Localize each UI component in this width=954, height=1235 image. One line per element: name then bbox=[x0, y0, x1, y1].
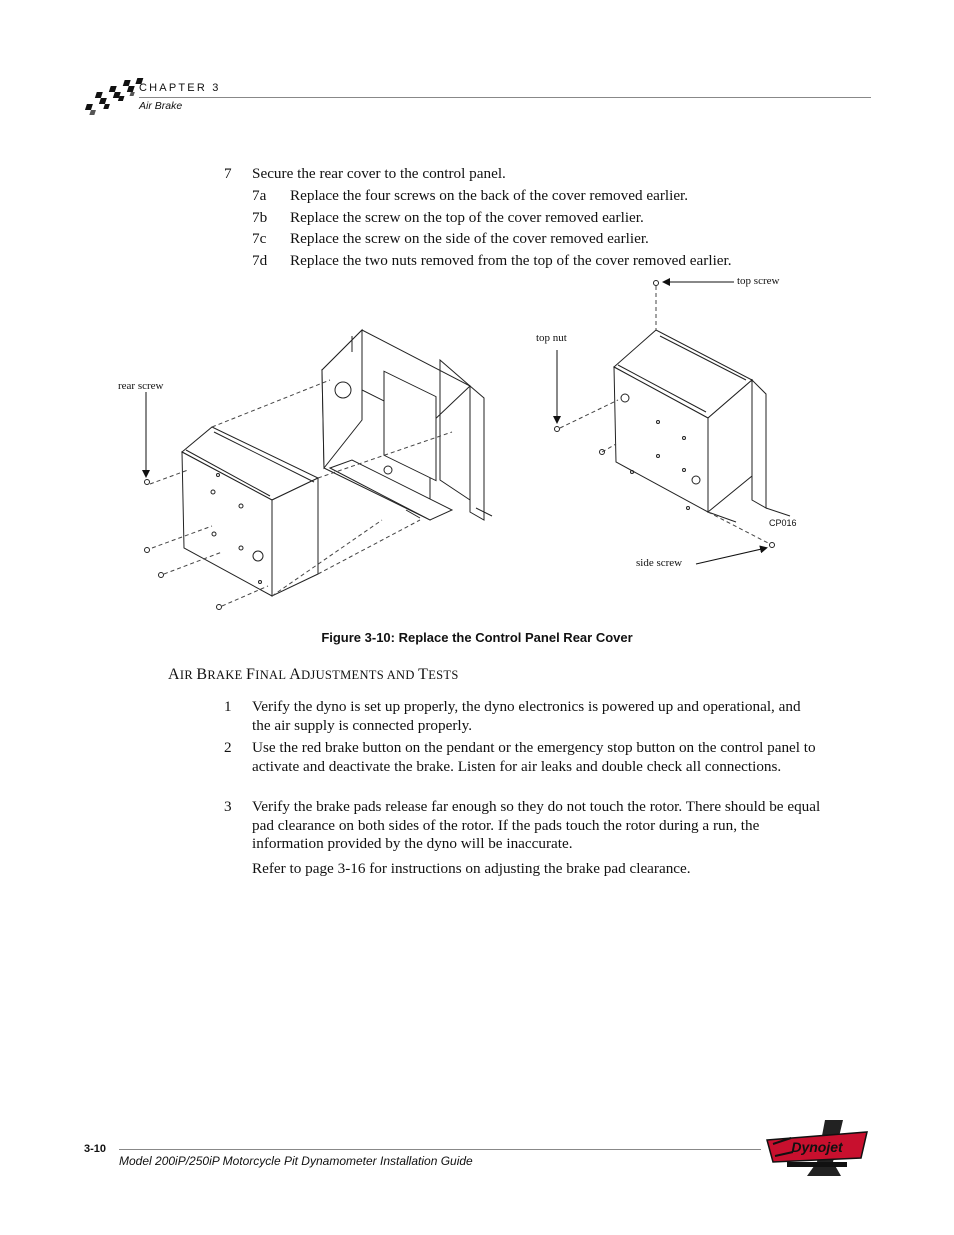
page-number: 3-10 bbox=[84, 1143, 107, 1155]
note-text: Refer to page 3-16 for instructions on adjusting the brake pad clearance. bbox=[252, 860, 691, 877]
figure-code: CP016 bbox=[769, 518, 797, 528]
chapter-title: Air Brake bbox=[139, 100, 183, 112]
step-text: Secure the rear cover to the control panel. bbox=[252, 165, 506, 182]
top-screw-part bbox=[654, 281, 659, 286]
item-number: 1 bbox=[224, 698, 232, 715]
rear-screw-label: rear screw bbox=[118, 380, 164, 392]
step-number: 7b bbox=[252, 209, 268, 226]
rear-cover-left bbox=[182, 427, 318, 596]
step-number: 7a bbox=[252, 187, 267, 204]
top-screw-label: top screw bbox=[737, 275, 780, 287]
header-divider bbox=[139, 97, 871, 98]
chapter-label: CHAPTER 3 bbox=[139, 82, 221, 94]
figure-caption: Figure 3-10: Replace the Control Panel Rear Cover bbox=[321, 630, 633, 645]
control-panel-box bbox=[322, 330, 492, 520]
step-number: 7d bbox=[252, 252, 268, 269]
top-nut-label: top nut bbox=[536, 332, 567, 344]
step-number: 7 bbox=[224, 165, 232, 182]
item-text: Verify the brake pads release far enough so they do not touch the rotor. There should be equal pad clearance on both sides of the rotor. If the pads touch the rotor during a run, the information provided by the dyno will be inaccurate. bbox=[252, 798, 821, 853]
footer-title: Model 200iP/250iP Motorcycle Pit Dynamometer Installation Guide bbox=[119, 1154, 473, 1168]
item-number: 2 bbox=[224, 739, 232, 756]
step-text: Replace the two nuts removed from the top of the cover removed earlier. bbox=[290, 252, 732, 269]
logo-text: Dynojet bbox=[791, 1139, 843, 1155]
item-number: 3 bbox=[224, 798, 232, 815]
section-heading: AIR BRAKE FINAL ADJUSTMENTS AND TESTS bbox=[168, 666, 459, 683]
side-screw-label: side screw bbox=[636, 557, 683, 569]
item-text: Use the red brake button on the pendant or the emergency stop button on the control panel to activate and deactivate the brake. Listen for air leaks and double check all connections. bbox=[252, 739, 816, 775]
step-text: Replace the screw on the top of the cover removed earlier. bbox=[290, 209, 644, 226]
side-screw-part bbox=[770, 543, 775, 548]
step-number: 7c bbox=[252, 230, 267, 247]
footer-divider bbox=[119, 1149, 761, 1150]
top-nut-part bbox=[555, 427, 560, 432]
dynojet-logo-icon bbox=[763, 1118, 871, 1180]
step-text: Replace the four screws on the back of the cover removed earlier. bbox=[290, 187, 689, 204]
control-panel-diagram bbox=[100, 268, 820, 620]
step-text: Replace the screw on the side of the cover removed earlier. bbox=[290, 230, 649, 247]
item-text: Verify the dyno is set up properly, the dyno electronics is powered up and operational, and the air supply is connected properly. bbox=[252, 698, 801, 734]
assembled-control-panel bbox=[614, 330, 790, 522]
